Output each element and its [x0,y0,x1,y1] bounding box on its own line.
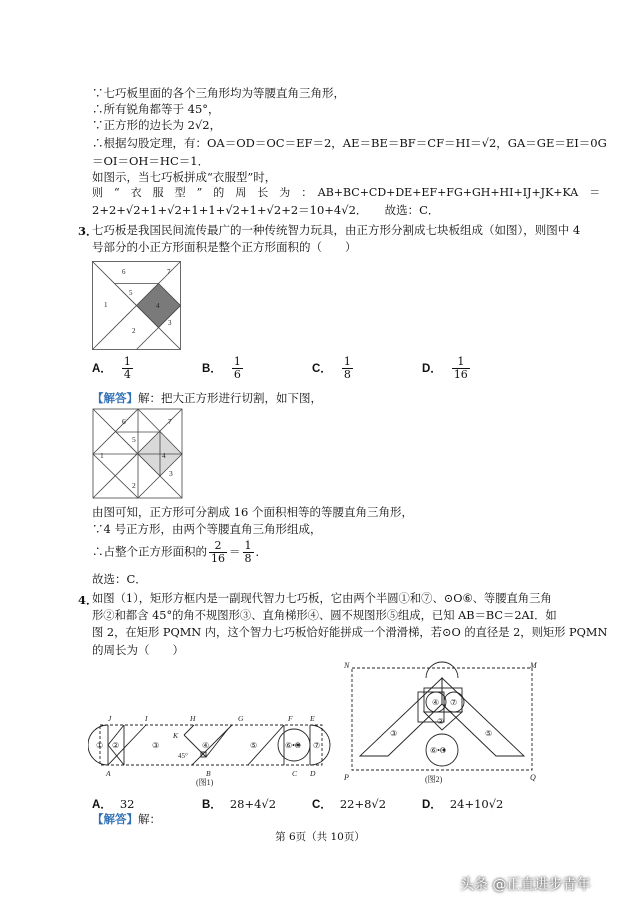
text-line: ∴根据勾股定理，有：OA＝OD＝OC＝EF＝2，AE＝BE＝BF＝CF＝HI＝√2，GA＝GE＝EI＝0G [92,136,607,150]
piece-label: ③ [390,729,398,738]
piece-label: 4 [162,451,166,460]
point-label: B [206,769,211,778]
point-label: G [238,714,244,723]
text-line: 则 “ 衣 服 型 ” 的 周 长 为 ： AB+BC+CD+DE+EF+FG+GH+HI+IJ+JK+KA ＝ [92,186,601,199]
point-label: M [530,661,537,670]
tangram-grid-figure [92,408,184,500]
piece-label: ③ [152,741,160,750]
piece-label: ⑥•O [285,741,301,750]
solution-line: 由图可知，正方形可分割成 16 个面积相等的等腰直角三角形， [92,505,413,519]
piece-label: ② [437,717,445,726]
piece-label: ⑤ [250,741,258,750]
piece-label: ⑥•O [430,746,446,755]
piece-label: 2 [132,481,136,490]
solution-line: 故选：C． [92,572,147,586]
piece-label: ④ [202,741,210,750]
option-a: A． $\frac{1}{4}$ [92,355,131,381]
solution-line: 【解答】解：把大正方形进行切割，如下图， [92,391,322,405]
point-label: A [106,769,111,778]
text-line: ∵七巧板里面的各个三角形均为等腰直角三角形， [92,86,345,100]
piece-label: 2 [132,327,136,335]
piece-label: 4 [156,302,160,310]
text-line: ∴所有锐角都等于 45°， [92,102,220,116]
page-footer: 第 6页（共 10页） [275,831,365,843]
piece-label: 3 [169,469,173,478]
point-label: C [292,769,298,778]
piece-label: 5 [132,435,136,444]
text-line: ＝OI＝OH＝HC＝1． [92,154,210,168]
piece-label: 1 [100,451,104,460]
point-label: P [344,773,349,782]
point-label: H [190,714,196,723]
figure-2 [340,658,545,788]
piece-label: ④ [432,698,440,707]
solution-line: ∴占整个正方形面积的 $\frac{2}{16}$ ＝ $\frac{1}{8}$ ． [92,539,267,565]
piece-label: 7 [167,268,171,276]
question-text: 号部分的小正方形面积是整个正方形面积的（ ） [92,240,357,254]
point-label: N [344,661,350,670]
piece-label: ⑦ [313,741,321,750]
question-number: 4． [78,593,98,607]
text-line: 2+2+√2+1+√2+1+1+√2+1+√2+2＝10+4√2． 故选：C． [92,203,440,217]
point-label: E [310,714,315,723]
piece-label: 3 [168,319,172,327]
piece-label: 7 [168,417,172,426]
point-label: F [288,714,293,723]
question-number: 3． [78,224,98,238]
option-a: A． 32 [92,797,135,811]
piece-label: ① [96,741,104,750]
option-c: C． 22+8√2 [312,797,387,811]
piece-label: 6 [122,417,126,426]
point-label: D [310,769,316,778]
piece-label: ⑦ [450,698,458,707]
text-line: ∵正方形的边长为 2√2， [92,118,222,132]
tangram-figure [92,261,182,351]
piece-label: ⑤ [485,729,493,738]
solution-line: ∵4 号正方形，由两个等腰直角三角形组成， [92,522,322,536]
question-text: 的周长为（ ） [92,643,184,657]
question-text: 七巧板是我国民间流传最广的一种传统智力玩具，由正方形分割成七块板组成（如图），则图中 4 [92,223,581,237]
option-d: D． 24+10√2 [422,797,504,811]
piece-label: 6 [122,268,126,276]
piece-label: 5 [129,289,133,297]
figure-1 [88,705,338,787]
figure-caption: (图1) [196,778,214,787]
point-label: I [145,714,148,723]
piece-label: 1 [104,301,108,309]
point-label: Q [530,773,536,782]
point-label: J [108,714,112,723]
solution-line: 【解答】解： [92,812,161,826]
option-b: B． 28+4√2 [202,797,277,811]
question-text: 形②和都含 45°的角不规图形③、直角梯形④、圆不规图形⑤组成，已知 AB＝BC＝2AI．如 [92,609,557,622]
text-line: 如图示，当七巧板拼成“衣服型”时， [92,170,277,184]
question-text: 如图（1），矩形方框内是一副现代智力七巧板，它由两个半圆①和⑦、⊙O⑥、等腰直角三角 [92,592,552,605]
option-c: C． $\frac{1}{8}$ [312,355,351,381]
option-b: B． $\frac{1}{6}$ [202,355,241,381]
point-label: K [173,731,179,740]
piece-label: ② [112,741,120,750]
question-text: 图 2，在矩形 PQMN 内，这个智力七巧板恰好能拼成一个滑滑梯，若⊙O 的直径是 2，则矩形 PQMN [92,626,608,639]
watermark: 头条 @正直进步青年 [460,877,591,893]
angle-label: 45° [178,752,188,760]
figure-caption: (图2) [425,775,443,784]
option-d: D． $\frac{1}{16}$ [422,355,468,381]
